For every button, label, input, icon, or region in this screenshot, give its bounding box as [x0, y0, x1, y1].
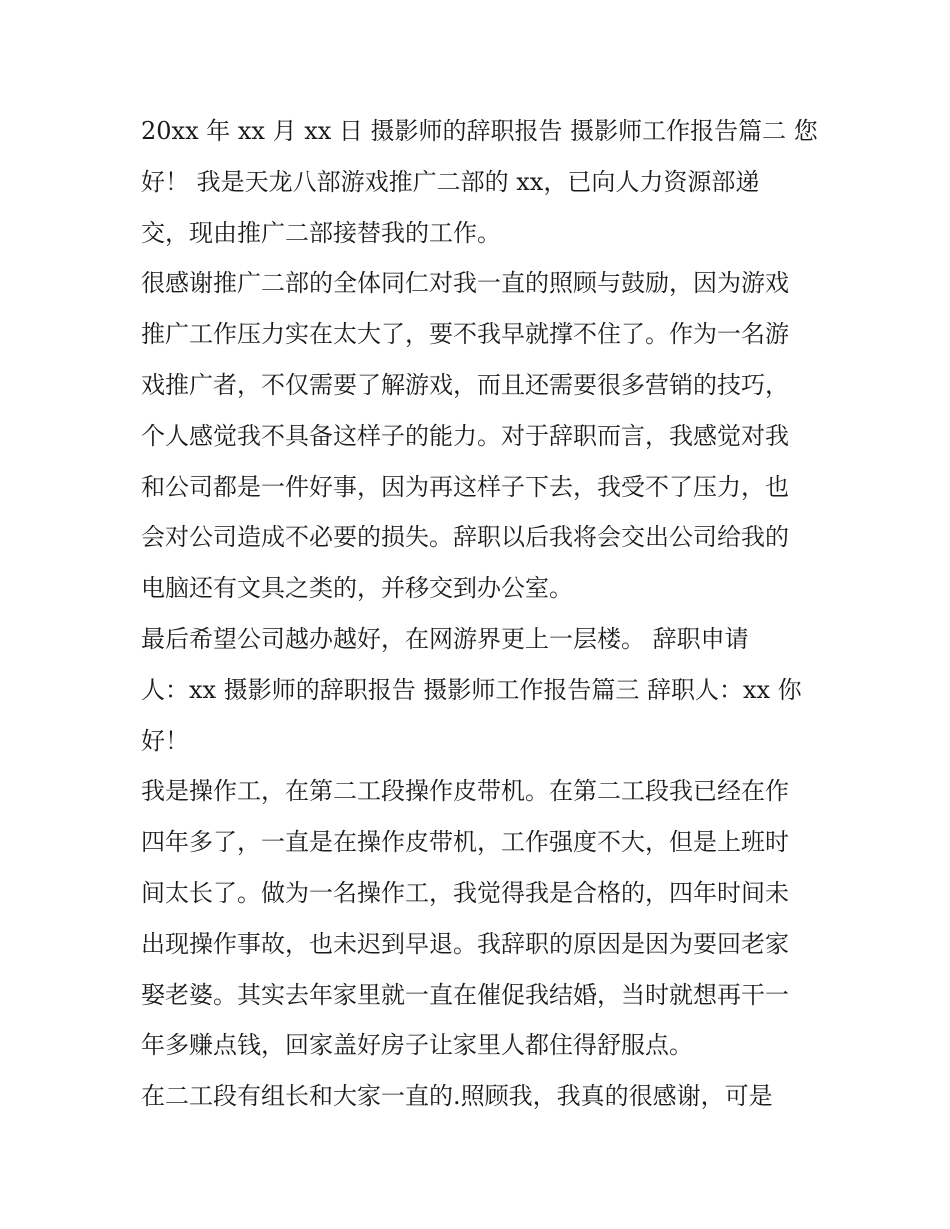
text-line-19: 年多赚点钱，回家盖好房子让家里人都住得舒服点。: [141, 1031, 693, 1060]
text-line-16: 间太长了。做为一名操作工，我觉得我是合格的，四年时间未: [141, 878, 789, 907]
text-line-3: 交，现由推广二部接替我的工作。: [141, 218, 501, 247]
text-line-17: 出现操作事故，也未迟到早退。我辞职的原因是因为要回老家: [141, 929, 789, 958]
text-line-18: 娶老婆。其实去年家里就一直在催促我结婚，当时就想再干一: [141, 980, 789, 1009]
text-line-5: 推广工作压力实在太大了，要不我早就撑不住了。作为一名游: [141, 320, 789, 349]
document-body: [141, 106, 821, 1122]
text-line-8: 和公司都是一件好事，因为再这样子下去，我受不了压力，也: [141, 472, 789, 501]
text-line-4: 很感谢推广二部的全体同仁对我一直的照顾与鼓励，因为游戏: [141, 269, 789, 298]
text-line-11: 最后希望公司越办越好，在网游界更上一层楼。 辞职申请: [141, 624, 749, 653]
text-line-14: 我是操作工，在第二工段操作皮带机。在第二工段我已经在作: [141, 777, 789, 806]
text-line-7: 个人感觉我不具备这样子的能力。对于辞职而言，我感觉对我: [141, 421, 789, 450]
text-line-10: 电脑还有文具之类的，并移交到办公室。: [141, 574, 573, 603]
text-line-6: 戏推广者，不仅需要了解游戏，而且还需要很多营销的技巧，: [141, 370, 789, 399]
text-line-1: 20xx 年 xx 月 xx 日 摄影师的辞职报告 摄影师工作报告篇二 您: [141, 117, 818, 145]
text-line-13: 好！: [141, 726, 189, 755]
text-line-15: 四年多了，一直是在操作皮带机，工作强度不大，但是上班时: [141, 828, 789, 857]
text-line-2: 好！ 我是天龙八部游戏推广二部的 xx，已向人力资源部递: [141, 167, 760, 196]
text-line-9: 会对公司造成不必要的损失。辞职以后我将会交出公司给我的: [141, 523, 789, 552]
text-line-12: 人：xx 摄影师的辞职报告 摄影师工作报告篇三 辞职人：xx 你: [141, 675, 802, 704]
text-line-20: 在二工段有组长和大家一直的.照顾我，我真的很感谢，可是: [141, 1082, 773, 1111]
